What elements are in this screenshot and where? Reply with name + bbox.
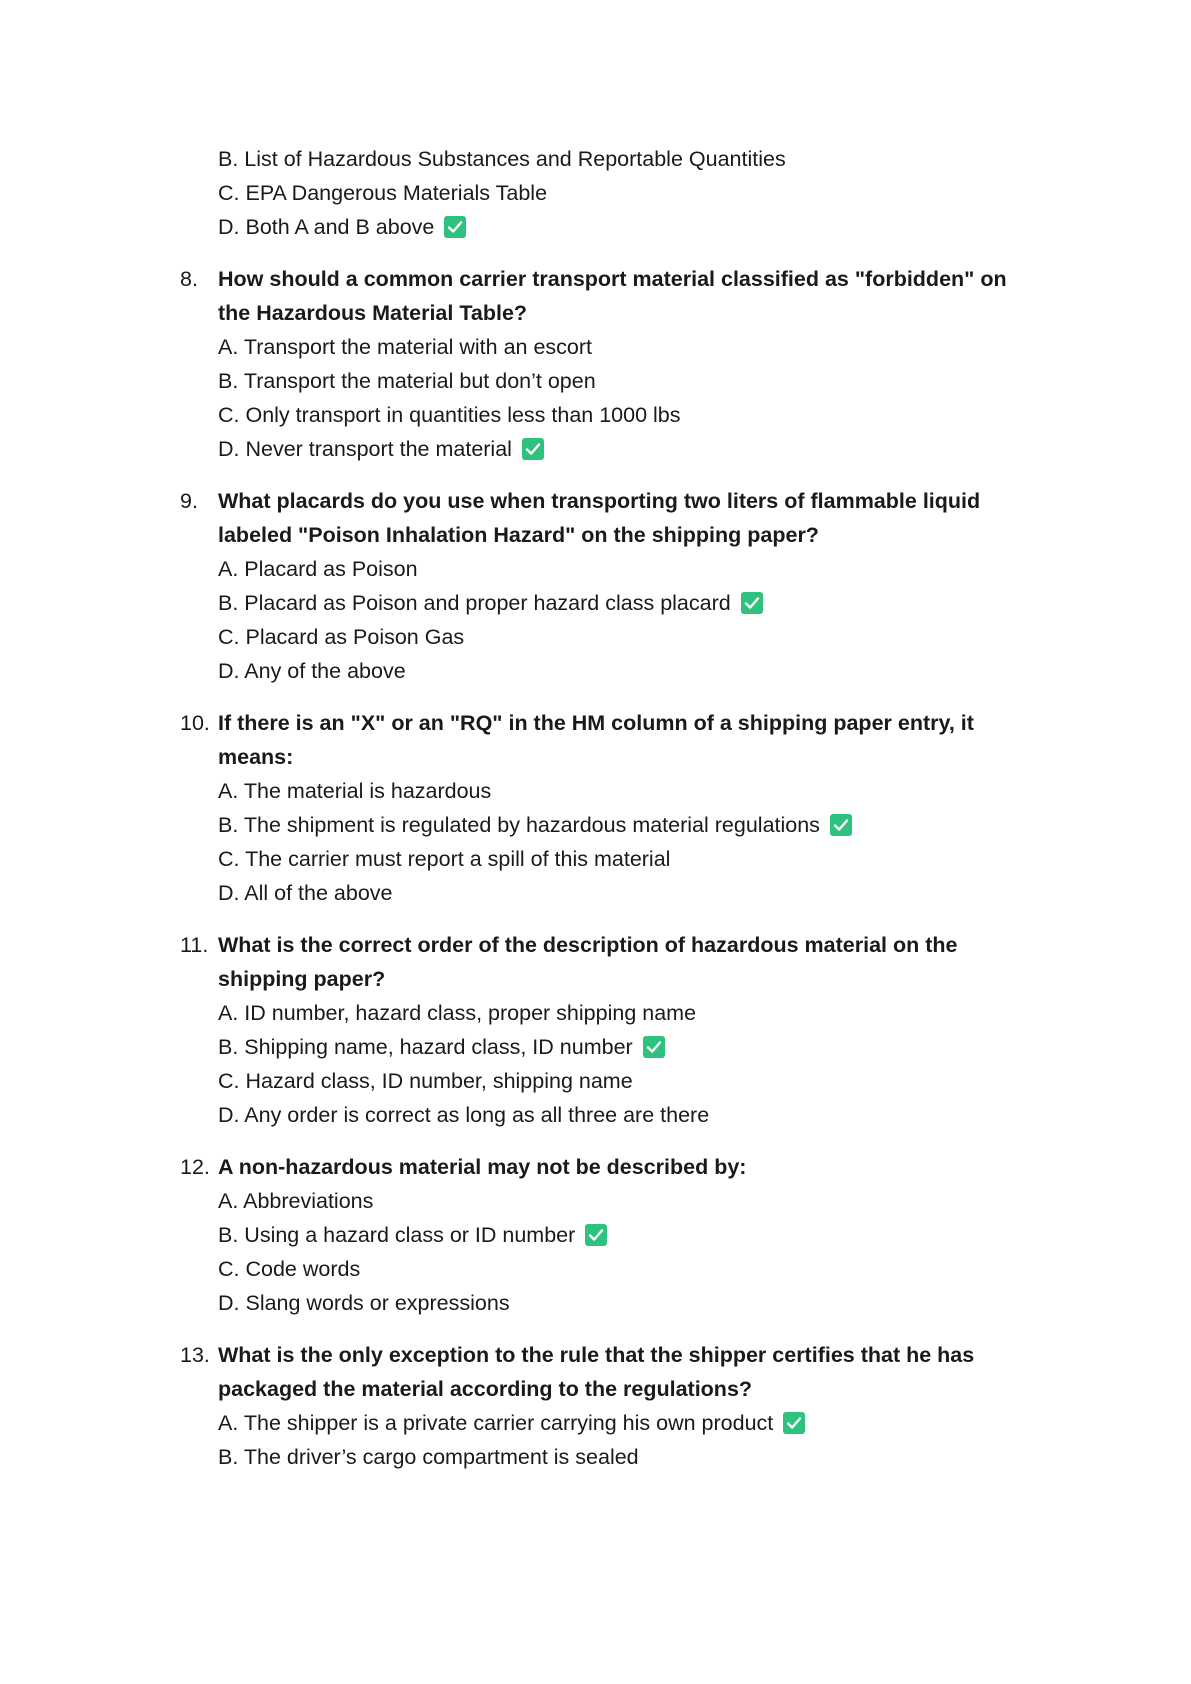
check-mark-icon [741, 592, 763, 614]
question-number: 8. [180, 267, 198, 291]
question-10 [180, 706, 1040, 910]
answer-option [218, 1184, 1040, 1218]
answer-option-label: B. Placard as Poison and proper hazard class placard [218, 591, 731, 615]
question-number: 10. [180, 711, 210, 735]
question-text: How should a common carrier transport material classified as "forbidden" on the Hazardous Material Table? [218, 267, 1007, 325]
answer-option [218, 774, 1040, 808]
question-list [180, 142, 1040, 1474]
check-mark-icon [444, 216, 466, 238]
answer-option [218, 176, 1040, 210]
answer-option-label: B. Shipping name, hazard class, ID number [218, 1035, 633, 1059]
answer-option-label: A. Placard as Poison [218, 557, 418, 581]
answer-option [218, 586, 1040, 620]
answer-option-label: C. The carrier must report a spill of this material [218, 847, 671, 871]
answer-option-label: D. Any order is correct as long as all three are there [218, 1103, 710, 1127]
answer-option [218, 996, 1040, 1030]
question-text: What is the only exception to the rule that the shipper certifies that he has packaged the material according to the regulations? [218, 1343, 975, 1401]
answer-option-label: C. Placard as Poison Gas [218, 625, 465, 649]
answer-option-label: D. Both A and B above [218, 215, 435, 239]
check-mark-icon [783, 1412, 805, 1434]
question-text: If there is an "X" or an "RQ" in the HM column of a shipping paper entry, it means: [218, 711, 974, 769]
answer-option [218, 398, 1040, 432]
question-number: 13. [180, 1343, 210, 1367]
answer-option-label: A. ID number, hazard class, proper shipping name [218, 1001, 697, 1025]
answer-option [218, 1286, 1040, 1320]
answer-option-label: D. All of the above [218, 881, 393, 905]
question-11 [180, 928, 1040, 1132]
answer-option [218, 808, 1040, 842]
question-13 [180, 1338, 1040, 1474]
answer-option [218, 210, 1040, 244]
answer-option-label: B. Transport the material but don’t open [218, 369, 596, 393]
question-number: 12. [180, 1155, 210, 1179]
question-number: 9. [180, 489, 198, 513]
answer-option [218, 1218, 1040, 1252]
answer-option [218, 842, 1040, 876]
answer-option-label: A. Abbreviations [218, 1189, 374, 1213]
check-mark-icon [830, 814, 852, 836]
answer-option [218, 1252, 1040, 1286]
answer-option [218, 1064, 1040, 1098]
question-text: What is the correct order of the description of hazardous material on the shipping paper? [218, 933, 958, 991]
answer-option [218, 1406, 1040, 1440]
answer-option [218, 432, 1040, 466]
answer-option-label: A. Transport the material with an escort [218, 335, 593, 359]
answer-option-label: C. Hazard class, ID number, shipping name [218, 1069, 633, 1093]
answer-option [218, 552, 1040, 586]
answer-option-label: C. Only transport in quantities less than 1000 lbs [218, 403, 681, 427]
answer-option [218, 654, 1040, 688]
question-9 [180, 484, 1040, 688]
answer-option [218, 876, 1040, 910]
answer-option-label: D. Slang words or expressions [218, 1291, 510, 1315]
question-text: What placards do you use when transporting two liters of flammable liquid labeled "Poison Inhalation Hazard" on the shipping paper? [218, 489, 981, 547]
question-8 [180, 262, 1040, 466]
question-7-continued [180, 142, 1040, 244]
answer-option-label: C. EPA Dangerous Materials Table [218, 181, 548, 205]
answer-option-label: B. The shipment is regulated by hazardous material regulations [218, 813, 820, 837]
check-mark-icon [585, 1224, 607, 1246]
check-mark-icon [522, 438, 544, 460]
answer-option [218, 364, 1040, 398]
question-number: 11. [180, 933, 209, 957]
answer-option-label: B. The driver’s cargo compartment is sealed [218, 1445, 639, 1469]
answer-option [218, 620, 1040, 654]
answer-option [218, 1440, 1040, 1474]
question-12 [180, 1150, 1040, 1320]
answer-option [218, 330, 1040, 364]
question-text: A non-hazardous material may not be described by: [218, 1155, 747, 1179]
answer-option-label: B. List of Hazardous Substances and Reportable Quantities [218, 147, 786, 171]
answer-option [218, 142, 1040, 176]
answer-option-label: D. Any of the above [218, 659, 406, 683]
answer-option-label: C. Code words [218, 1257, 361, 1281]
answer-option [218, 1030, 1040, 1064]
answer-option-label: D. Never transport the material [218, 437, 512, 461]
answer-option-label: A. The material is hazardous [218, 779, 492, 803]
answer-option-label: B. Using a hazard class or ID number [218, 1223, 576, 1247]
answer-option-label: A. The shipper is a private carrier carrying his own product [218, 1411, 774, 1435]
answer-option [218, 1098, 1040, 1132]
check-mark-icon [643, 1036, 665, 1058]
